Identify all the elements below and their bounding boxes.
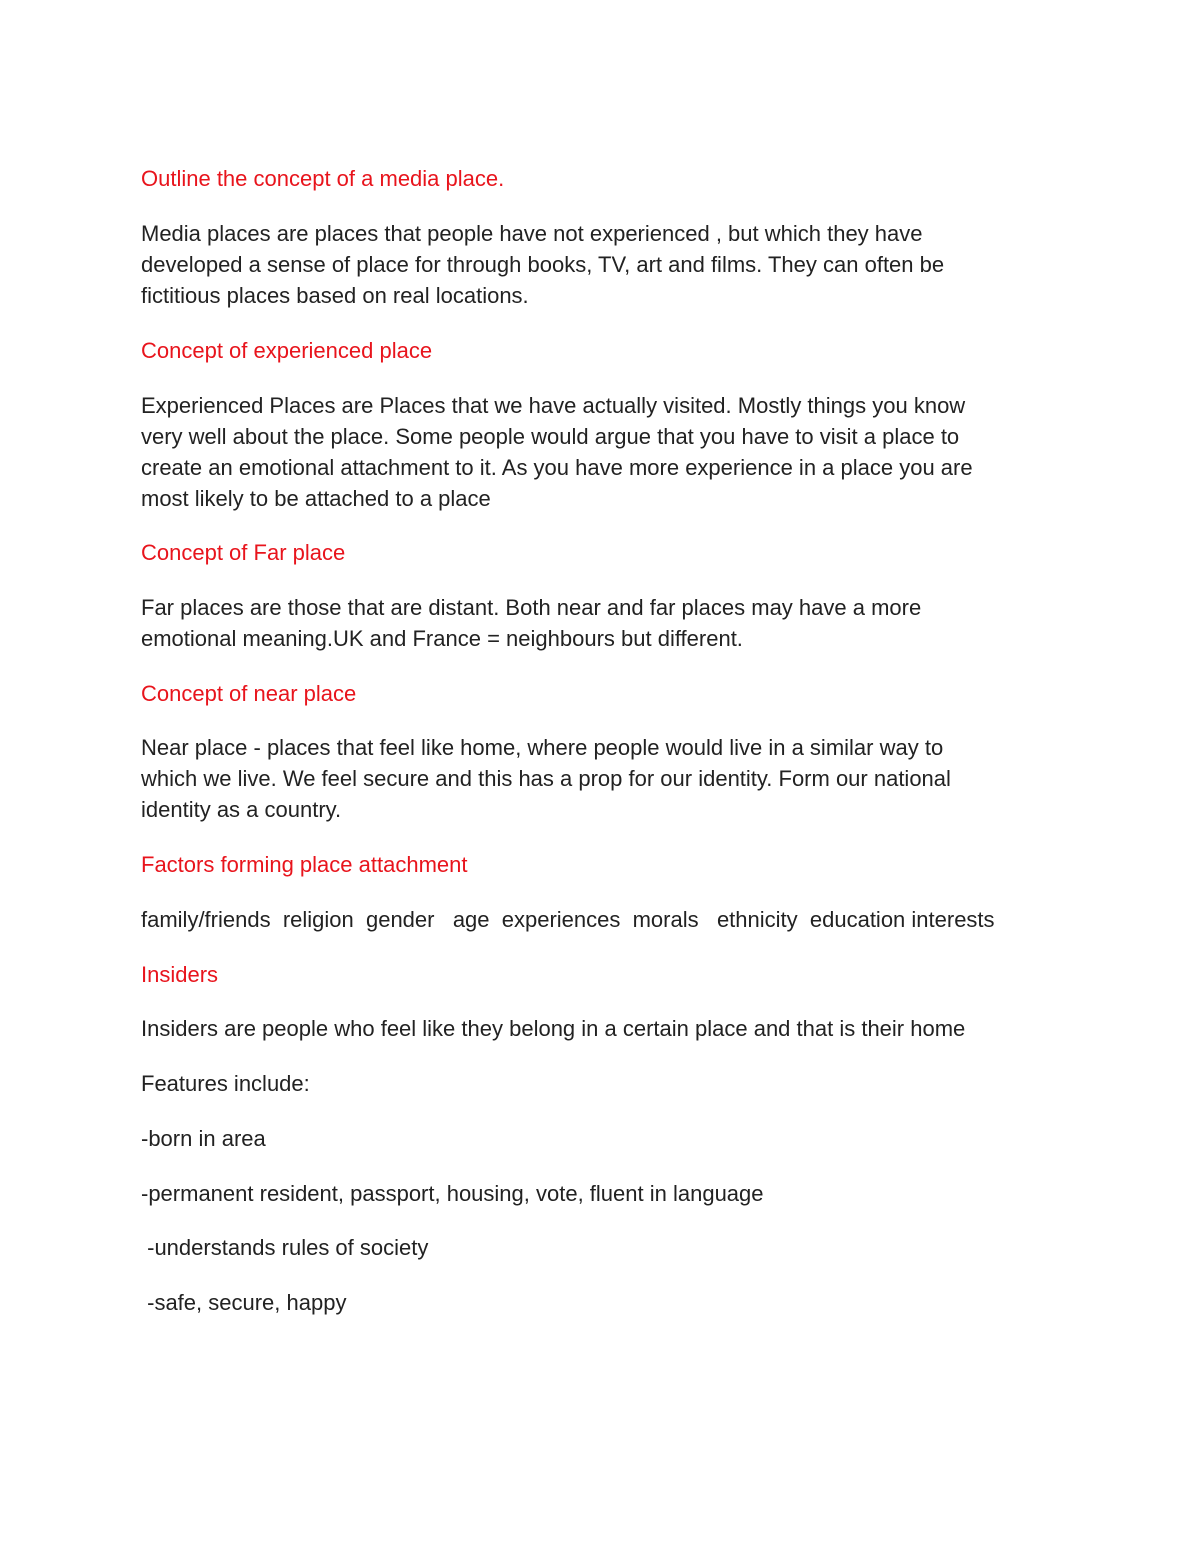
features-label: Features include: xyxy=(141,1071,310,1096)
paragraph-experienced-place xyxy=(141,390,1061,514)
paragraph-line: identity as a country. xyxy=(141,797,342,822)
heading-near-place: Concept of near place xyxy=(141,681,357,706)
heading-experienced-place: Concept of experienced place xyxy=(141,338,433,363)
paragraph-line: Near place - places that feel like home, where people would live in a similar way to xyxy=(141,735,944,760)
paragraph-line: fictitious places based on real locations. xyxy=(141,283,529,308)
paragraph-near-place xyxy=(141,732,1061,825)
paragraph-line: developed a sense of place for through books, TV, art and films. They can often be xyxy=(141,252,945,277)
paragraph-line: Far places are those that are distant. Both near and far places may have a more xyxy=(141,595,922,620)
paragraph-line: which we live. We feel secure and this has a prop for our identity. Form our national xyxy=(141,766,951,791)
feature-item: -permanent resident, passport, housing, vote, fluent in language xyxy=(141,1181,764,1206)
heading-media-place: Outline the concept of a media place. xyxy=(141,166,505,191)
paragraph-line: very well about the place. Some people would argue that you have to visit a place to xyxy=(141,424,960,449)
paragraph-line: Experienced Places are Places that we have actually visited. Mostly things you know xyxy=(141,393,966,418)
paragraph-line: create an emotional attachment to it. As you have more experience in a place you are xyxy=(141,455,973,480)
factors-list: family/friends religion gender age experiences morals ethnicity education interests xyxy=(141,907,995,932)
heading-insiders: Insiders xyxy=(141,962,219,987)
insiders-description: Insiders are people who feel like they belong in a certain place and that is their home xyxy=(141,1016,966,1041)
paragraph-far-place xyxy=(141,592,1061,654)
paragraph-media-place xyxy=(141,218,1061,311)
feature-item: -safe, secure, happy xyxy=(141,1290,347,1315)
paragraph-line: emotional meaning.UK and France = neighbours but different. xyxy=(141,626,743,651)
heading-factors: Factors forming place attachment xyxy=(141,852,468,877)
paragraph-line: most likely to be attached to a place xyxy=(141,486,491,511)
paragraph-line: Media places are places that people have not experienced , but which they have xyxy=(141,221,923,246)
heading-far-place: Concept of Far place xyxy=(141,540,346,565)
feature-item: -understands rules of society xyxy=(141,1235,429,1260)
feature-item: -born in area xyxy=(141,1126,266,1151)
